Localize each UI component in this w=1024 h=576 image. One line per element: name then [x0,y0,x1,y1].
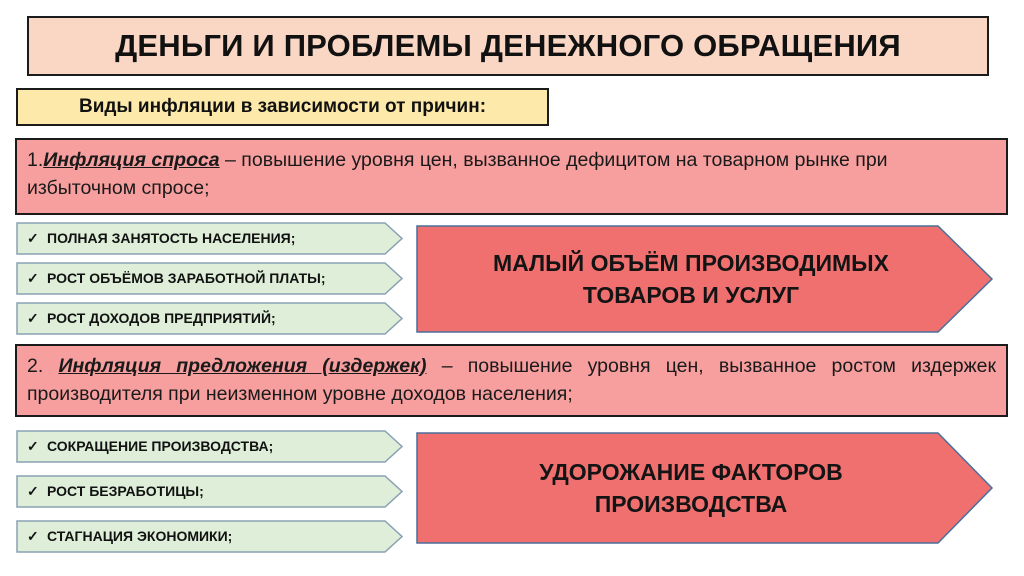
slide-title: ДЕНЬГИ И ПРОБЛЕМЫ ДЕНЕЖНОГО ОБРАЩЕНИЯ [115,28,901,63]
demand-inflation-text: – повышение уровня цен, вызванное дефицитом на товарном рынке при избыточном спросе; [27,149,888,199]
supply-number: 2. [27,355,59,377]
check-icon: ✓ [27,528,39,544]
demand-factor-3 [16,302,403,335]
supply-factor-3 [16,520,403,553]
demand-factor-label: РОСТ ДОХОДОВ ПРЕДПРИЯТИЙ; [47,310,276,326]
subtitle: Виды инфляции в зависимости от причин: [78,96,487,117]
supply-factor-label: РОСТ БЕЗРАБОТИЦЫ; [47,483,204,499]
demand-result-arrow [416,225,994,333]
demand-inflation-term: Инфляция спроса [43,149,220,171]
demand-result-line-1: МАЛЫЙ ОБЪЁМ ПРОИЗВОДИМЫХ [492,250,890,276]
supply-inflation-text: – повышение уровня цен, вызванное ростом издержек производителя при неизменном уровне доходов населения; [27,355,997,405]
demand-factor-1 [16,222,403,255]
supply-result-arrow [416,432,994,544]
demand-factor-2 [16,262,403,295]
supply-result-line-2: ПРОИЗВОДСТВА [594,491,788,517]
supply-factor-label: СТАГНАЦИЯ ЭКОНОМИКИ; [47,528,233,544]
supply-factor-1 [16,430,403,463]
supply-factor-2 [16,475,403,508]
demand-factor-label: РОСТ ОБЪЁМОВ ЗАРАБОТНОЙ ПЛАТЫ; [47,270,326,286]
check-icon: ✓ [27,270,39,286]
demand-number: 1. [27,149,44,171]
demand-result-line-2: ТОВАРОВ И УСЛУГ [582,282,800,308]
check-icon: ✓ [27,483,39,499]
supply-inflation-term: Инфляция предложения (издержек) [58,355,427,377]
supply-result-line-1: УДОРОЖАНИЕ ФАКТОРОВ [539,459,843,485]
subtitle-box [16,88,549,126]
check-icon: ✓ [27,230,39,246]
demand-factor-label: ПОЛНАЯ ЗАНЯТОСТЬ НАСЕЛЕНИЯ; [47,230,296,246]
check-icon: ✓ [27,438,39,454]
supply-inflation-definition [15,344,1008,417]
supply-factor-label: СОКРАЩЕНИЕ ПРОИЗВОДСТВА; [47,438,274,454]
slide-title-box [27,16,989,76]
check-icon: ✓ [27,310,39,326]
demand-inflation-definition [15,138,1008,215]
